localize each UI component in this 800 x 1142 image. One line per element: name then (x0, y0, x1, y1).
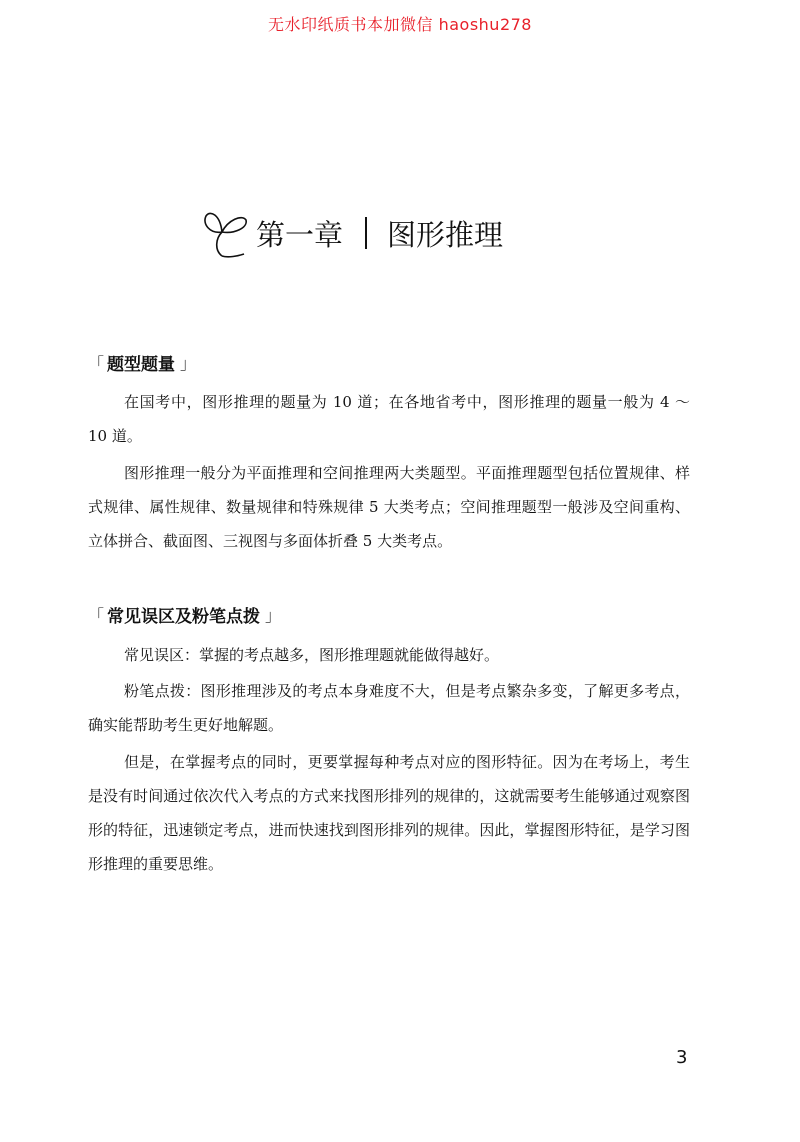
chapter-heading (198, 198, 503, 268)
section-heading-common-mistakes (88, 602, 281, 627)
bracket-close: 」 (180, 354, 197, 373)
chapter-divider (365, 217, 367, 249)
sprout-icon (198, 206, 252, 260)
paragraph: 但是，在掌握考点的同时，更要掌握每种考点对应的图形特征。因为在考场上，考生是没有时间通过依次代入考点的方式来找图形排列的规律的，这就需要考生能够通过观察图形的特征，迅速锁定考点，进而快速找到图形排列的规律。因此，掌握图形特征，是学习图形推理的重要思维。 (88, 753, 690, 873)
watermark-text: 无水印纸质书本加微信 haoshu278 (268, 15, 532, 34)
paragraph: 在国考中，图形推理的题量为 10 道；在各地省考中，图形推理的题量一般为 4 ～ 10 道。 (88, 393, 690, 445)
paragraph: 图形推理一般分为平面推理和空间推理两大类题型。平面推理题型包括位置规律、样式规律、属性规律、数量规律和特殊规律 5 大类考点；空间推理题型一般涉及空间重构、立体拼合、截面图、三视图与多面体折叠 5 大类考点。 (88, 464, 690, 550)
chapter-title: 图形推理 (387, 217, 504, 252)
paragraph: 粉笔点拨：图形推理涉及的考点本身难度不大，但是考点繁杂多变，了解更多考点，确实能帮助考生更好地解题。 (88, 682, 690, 734)
section-heading-label: 常见误区及粉笔点拨 (107, 607, 261, 627)
section-heading-question-types (88, 350, 196, 375)
page-number: 3 (676, 1047, 688, 1068)
bracket-open: 「 (88, 606, 105, 625)
chapter-number: 第一章 (256, 217, 344, 252)
section-heading-label: 题型题量 (107, 355, 176, 375)
bracket-close: 」 (265, 606, 282, 625)
bracket-open: 「 (88, 354, 105, 373)
paragraph: 常见误区：掌握的考点越多，图形推理题就能做得越好。 (124, 646, 500, 664)
